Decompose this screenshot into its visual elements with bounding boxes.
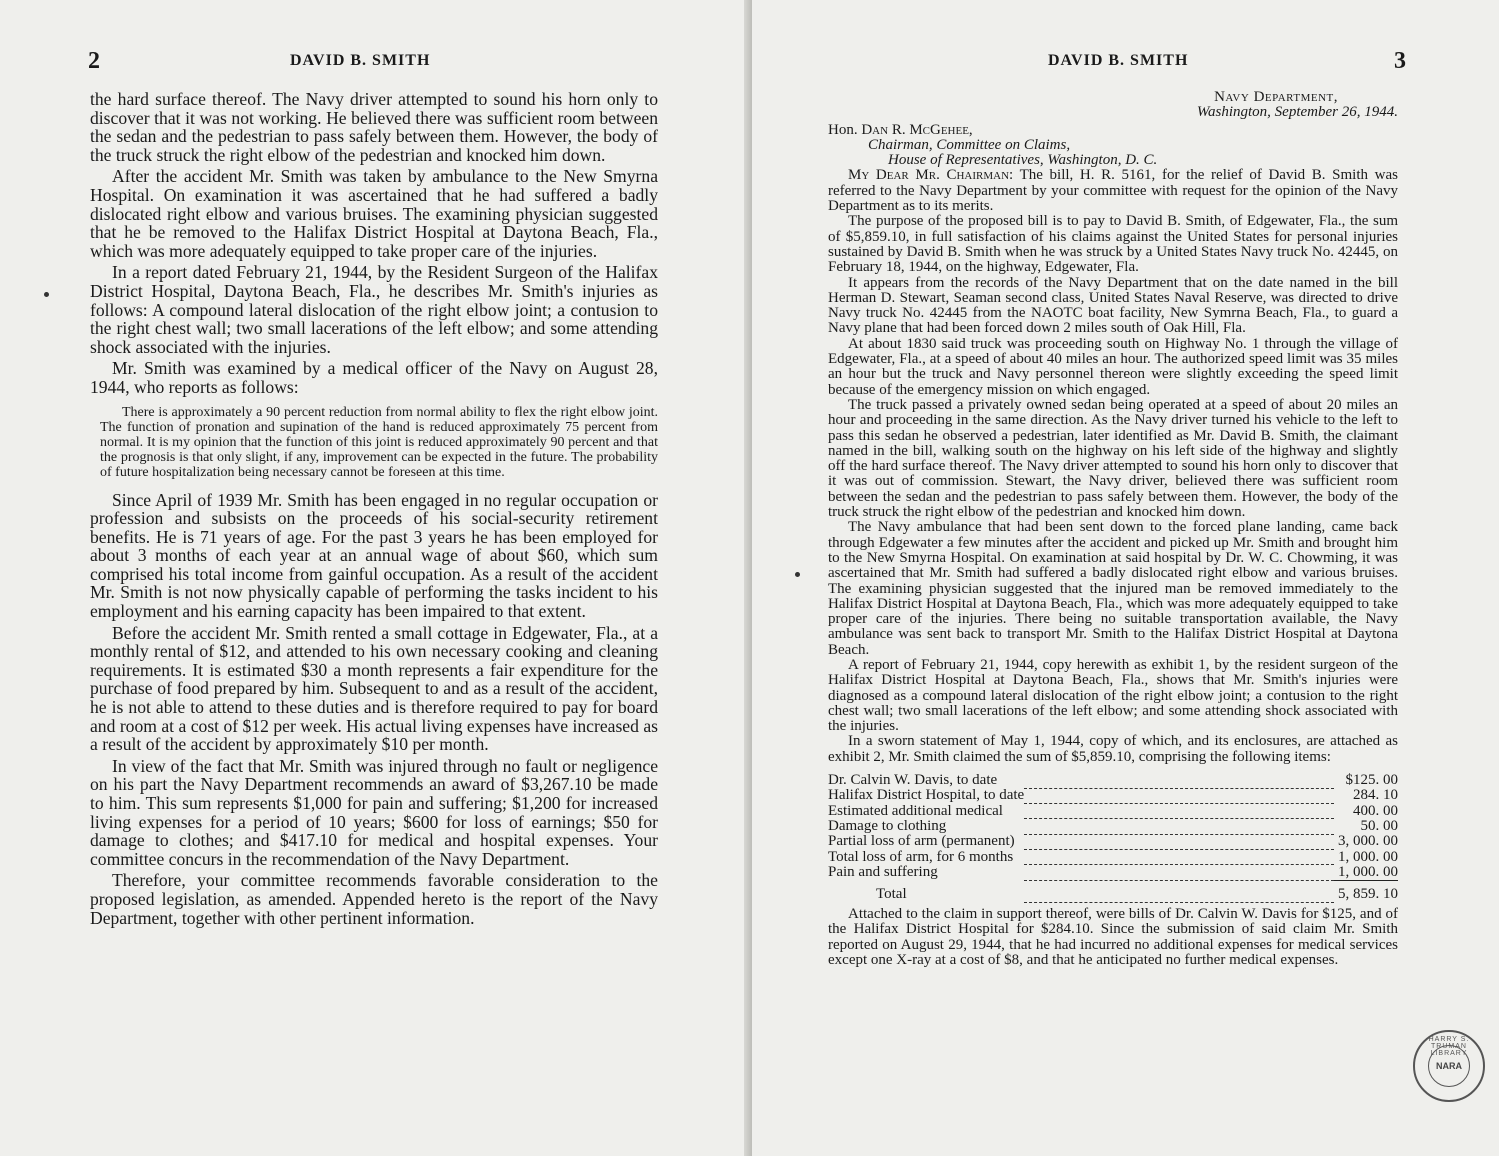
block-quote: There is approximately a 90 percent reduction from normal ability to flex the right elbow joint. The function of pronation and supination of the hand is reduced approximately 75 percent from normal. It is my opinion that the function of this joint is reduced approximately 90 percent and that the prognosis is that only slight, if any, improvement can be expected in the future. The probability of future hospitalization being necessary cannot be foreseen at this time.: [100, 404, 658, 481]
leader-dots: [1024, 850, 1334, 865]
leader-dots: [1024, 804, 1334, 819]
claim-item-amount: 400. 00: [1353, 802, 1398, 819]
stamp-center-text: NARA: [1428, 1045, 1470, 1087]
paragraph: Since April of 1939 Mr. Smith has been engaged in no regular occupation or profession and subsists on the proceeds of his social-security retirement benefits. He is 71 years of age. For the past 3 years he has been employed for about 3 months of each year at an annual wage of about $60, which sum comprised his total income from gainful occupation. As a result of the accident Mr. Smith is not now physically capable of performing the tasks incident to his employment and his earning capacity has been impaired to that extent.: [90, 489, 658, 622]
running-head-left: DAVID B. SMITH: [290, 52, 431, 69]
paragraph: The Navy ambulance that had been sent down to the forced plane landing, came back through Edgewater a few minutes after the accident and picked up Mr. Smith and brought him to the New Smyrna Hospital. On examination at said hospital by Dr. W. C. Chowming, it was ascertained that Mr. Smith had suffered a badly dislocated right elbow and various bruises. The examining physician suggested that the injured man be removed immediately to the Halifax District Hospital at Daytona Beach, Fla., which was more adequately equipped to take proper care of the injuries. There being no suitable transportation available, the Navy ambulance was sent back to transport Mr. Smith to the Halifax District Hospital at Daytona Beach.: [828, 519, 1398, 658]
paragraph: Before the accident Mr. Smith rented a small cottage in Edgewater, Fla., at a monthly rental of $12, and attended to his own necessary cooking and cleaning requirements. It is estimated $30 a month represents a fair expenditure for the purchase of food prepared by him. Subsequent to and as a result of the accident, he is not able to attend to these duties and is therefore required to pay for board and room at a cost of $12 per week. His actual living expenses have increased as a result of the accident by approximately $10 per month.: [90, 622, 658, 755]
claim-item-amount: 1, 000. 00: [1338, 848, 1398, 865]
claim-total-row: [828, 881, 1398, 903]
paragraph: At about 1830 said truck was proceeding south on Highway No. 1 through the village of Edgewater, Fla., at a speed of about 40 miles an hour. The authorized speed limit was 35 miles an hour but the truck and Navy personnel thereon were slightly exceeding the speed limit because of the emergency mission on which engaged.: [828, 335, 1398, 398]
margin-speck: [795, 572, 800, 577]
leader-dots: [1024, 881, 1334, 903]
letter-department: Navy Department,: [1214, 89, 1338, 105]
claim-item-row: [828, 788, 1398, 803]
paragraph: It appears from the records of the Navy Department that on the date named in the bill Herman D. Stewart, Seaman second class, United States Naval Reserve, was directed to drive Navy truck No. 42445 from the NAOTC boat facility, New Symrna Beach, Fla., to guard a Navy plane that had been forced down 2 miles south of Oak Hill, Fla.: [828, 274, 1398, 337]
claim-item-row: [828, 865, 1398, 881]
salutation-body: The bill, H. R. 5161, for the relief of David B. Smith was referred to the Navy Department by your committee with request for the opinion of the Navy Department as to its merits.: [828, 167, 1398, 215]
paragraph: Therefore, your committee recommends favorable consideration to the proposed legislation, as amended. Appended hereto is the report of the Navy Department, together with other pertinent information.: [90, 870, 658, 928]
right-page-body: [828, 90, 1398, 968]
claim-item-amount: 3, 000. 00: [1338, 833, 1398, 850]
stamp-ring-text: HARRY S. TRUMAN LIBRARY: [1428, 1036, 1470, 1057]
leader-dots: [1024, 773, 1334, 788]
claim-item-row: [828, 850, 1398, 865]
addressee-line-1: Chairman, Committee on Claims,: [868, 136, 1071, 153]
page-number-right: 3: [1394, 48, 1406, 74]
leader-dots: [1024, 788, 1334, 803]
addressee-line-2: House of Representatives, Washington, D. C.: [888, 152, 1158, 169]
claim-total-amount: 5, 859. 10: [1334, 881, 1398, 903]
claim-item-label: Partial loss of arm (permanent): [828, 833, 1015, 850]
paragraph: Mr. Smith was examined by a medical officer of the Navy on August 28, 1944, who reports as follows:: [90, 358, 658, 397]
claim-item-label: Total loss of arm, for 6 months: [828, 848, 1014, 865]
claim-item-label: Dr. Calvin W. Davis, to date: [828, 772, 998, 789]
claim-item-row: [828, 804, 1398, 819]
claim-items-table: [828, 773, 1398, 903]
claim-total-label: Total: [876, 886, 907, 903]
letter-date: Washington, September 26, 1944.: [1196, 104, 1398, 121]
claim-item-amount: 1, 000. 00: [1338, 863, 1398, 880]
paragraph: The purpose of the proposed bill is to pay to David B. Smith, of Edgewater, Fla., the sum of $5,859.10, in full satisfaction of his claims against the United States for personal injuries sustained by David B. Smith when he was struck by a United States Navy truck No. 42445, on February 18, 1944, on the highway, Edgewater, Fla.: [828, 213, 1398, 276]
claim-item-row: [828, 773, 1398, 788]
claim-item-label: Damage to clothing: [828, 817, 947, 834]
archive-stamp: [1413, 1030, 1485, 1102]
paragraph: the hard surface thereof. The Navy driver attempted to sound his horn only to discover that it was not working. He believed there was sufficient room between the sedan and the pedestrian to pass safely between them. However, the body of the truck struck the right elbow of the pedestrian and knocked him down.: [90, 89, 658, 165]
claim-item-label: Estimated additional medical: [828, 802, 1003, 819]
closing-paragraph: Attached to the claim in support thereof, were bills of Dr. Calvin W. Davis for $125, and of the Halifax District Hospital for $284.10. Since the submission of said claim Mr. Smith reported on August 29, 1944, that he had incurred no additional expenses for medical services except one X-ray at a cost of $8, and that he anticipated no further medical expenses.: [828, 905, 1398, 968]
claim-item-label: Halifax District Hospital, to date: [828, 787, 1025, 804]
claim-item-row: [828, 819, 1398, 834]
claim-item-label: Pain and suffering: [828, 864, 938, 881]
addressee-prefix: Hon.: [828, 121, 862, 138]
left-page-body: [90, 90, 658, 930]
page-number-left: 2: [88, 48, 100, 74]
addressee-name: [828, 123, 1398, 138]
paragraph: In view of the fact that Mr. Smith was injured through no fault or negligence on his part the Navy Department recommends an award of $3,267.10 be made to him. This sum represents $1,000 for pain and suffering; $1,200 for increased living expenses for a period of 10 years; $600 for loss of earnings; $50 for damage to clothes; and $417.10 for medical and hospital expenses. Your committee concurs in the recommendation of the Navy Department.: [90, 755, 658, 869]
leader-dots: [1024, 819, 1334, 834]
claim-item-row: [828, 834, 1398, 849]
salutation-paragraph: [828, 168, 1398, 214]
leader-dots: [1024, 865, 1334, 881]
paragraph: After the accident Mr. Smith was taken by ambulance to the New Smyrna Hospital. On examination it was ascertained that he had suffered a badly dislocated right elbow and various bruises. The examining physician suggested that he be removed to the Halifax District Hospital at Daytona Beach, Fla., which was more adequately equipped to take proper care of the injuries.: [90, 166, 658, 261]
paragraph: The truck passed a privately owned sedan being operated at a speed of about 20 miles an hour and proceeding in the same direction. As the Navy driver turned his vehicle to the left to pass this sedan he observed a pedestrian, later identified as Mr. David B. Smith, the claimant named in the bill, walking south on the highway on his left side of the highway and slightly off the hard surface thereof. The Navy driver attempted to sound his horn only to discover that it was out of commission. Stewart, the Navy driver, believed there was sufficient room between the sedan and the pedestrian to pass safely between them. However, the body of the truck struck the right elbow of the pedestrian and knocked him down.: [828, 396, 1398, 521]
running-head-right: DAVID B. SMITH: [1048, 52, 1189, 69]
claim-item-amount: 284. 10: [1353, 787, 1398, 804]
paragraph: In a report dated February 21, 1944, by the Resident Surgeon of the Halifax District Hospital, Daytona Beach, Fla., he describes Mr. Smith's injuries as follows: A compound lateral dislocation of the right elbow joint; a contusion to the right chest wall; two small lacerations of the left elbow; and some attending shock associated with the injuries.: [90, 262, 658, 357]
addressee-name-text: Dan R. McGehee,: [861, 121, 973, 138]
claim-item-amount: $125. 00: [1345, 772, 1398, 789]
paragraph: A report of February 21, 1944, copy herewith as exhibit 1, by the resident surgeon of the Halifax District Hospital at Daytona Beach, Fla., shows that Mr. Smith's injuries were diagnosed as a compound lateral dislocation of the right elbow joint; a contusion to the right chest wall; two small lacerations of the left elbow; and some attending shock associated with the injuries.: [828, 656, 1398, 735]
salutation: My Dear Mr. Chairman:: [848, 167, 1014, 184]
margin-speck: [44, 292, 49, 297]
paragraph: In a sworn statement of May 1, 1944, copy of which, and its enclosures, are attached as exhibit 2, Mr. Smith claimed the sum of $5,859.10, comprising the following items:: [828, 733, 1398, 765]
leader-dots: [1024, 834, 1334, 849]
claim-item-amount: 50. 00: [1360, 817, 1398, 834]
